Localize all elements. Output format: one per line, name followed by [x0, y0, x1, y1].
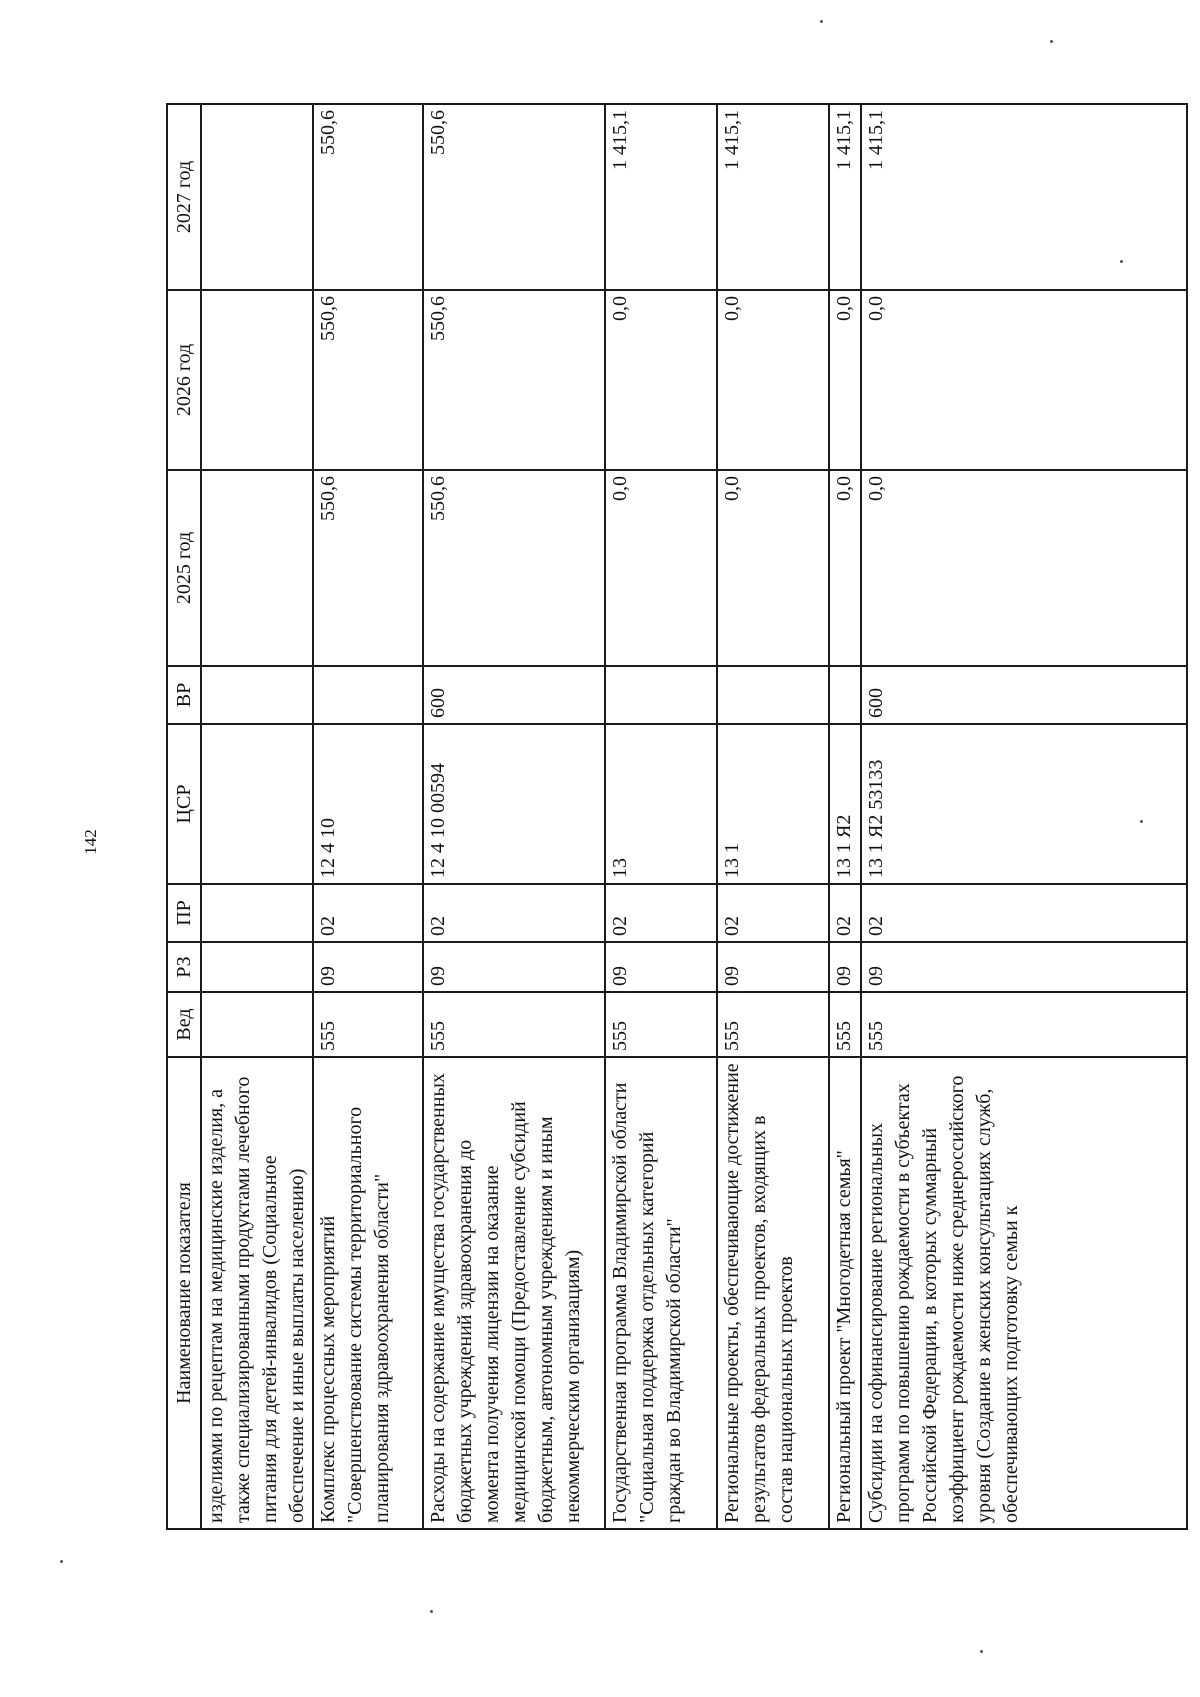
cell-name: изделиями по рецептам на медицинские изделия, а также специализированными продуктами лечебного питания для детей-инвалидов (Социальное обеспечение и иные выплаты населению): [201, 1057, 313, 1529]
cell-ved: 555: [605, 992, 717, 1057]
cell-ved: 555: [861, 992, 1187, 1057]
cell-2025: 0,0: [829, 470, 861, 666]
cell-vr: [829, 666, 861, 724]
header-name: Наименование показателя: [167, 1057, 201, 1529]
cell-ved: [201, 992, 313, 1057]
cell-2025: 0,0: [605, 470, 717, 666]
cell-csr: 13 1: [717, 724, 829, 884]
cell-2025: 550,6: [423, 470, 605, 666]
cell-2027: 550,6: [423, 104, 605, 290]
scan-speck: [1120, 260, 1123, 263]
cell-pr: [201, 884, 313, 942]
cell-2025: 0,0: [717, 470, 829, 666]
scan-speck: [1140, 820, 1143, 823]
cell-2026: 550,6: [313, 290, 423, 470]
cell-2025: 550,6: [313, 470, 423, 666]
cell-2027: 1 415,1: [829, 104, 861, 290]
cell-csr: 13: [605, 724, 717, 884]
cell-2027: 550,6: [313, 104, 423, 290]
cell-vr: [717, 666, 829, 724]
cell-2027: [201, 104, 313, 290]
cell-2026: [201, 290, 313, 470]
cell-csr: [201, 724, 313, 884]
cell-rz: 09: [605, 942, 717, 992]
budget-table-wrapper: [166, 105, 1188, 1530]
cell-name: Расходы на содержание имущества государственных бюджетных учреждений здравоохранения до момента получения лицензии на оказание медицинской помощи (Предоставление субсидий бюджетным, автономным учреждениям и иным некоммерческим организациям): [423, 1057, 605, 1529]
header-rz: РЗ: [167, 942, 201, 992]
cell-name: Субсидии на софинансирование региональных программ по повышению рождаемости в субъектах Российской Федерации, в которых суммарный коэффициент рождаемости ниже среднероссийского уровня (Создание в женских консультациях служб, обеспечивающих подготовку семьи к: [861, 1057, 1187, 1529]
cell-name: Региональный проект "Многодетная семья": [829, 1057, 861, 1529]
cell-2026: 0,0: [861, 290, 1187, 470]
cell-2027: 1 415,1: [717, 104, 829, 290]
table-row: [201, 104, 313, 1529]
cell-ved: 555: [423, 992, 605, 1057]
header-2025: 2025 год: [167, 470, 201, 666]
cell-2026: 550,6: [423, 290, 605, 470]
cell-csr: 12 4 10 00594: [423, 724, 605, 884]
header-pr: ПР: [167, 884, 201, 942]
cell-rz: 09: [423, 942, 605, 992]
header-2027: 2027 год: [167, 104, 201, 290]
header-vr: ВР: [167, 666, 201, 724]
cell-csr: 13 1 Я2: [829, 724, 861, 884]
cell-csr: 12 4 10: [313, 724, 423, 884]
cell-pr: 02: [829, 884, 861, 942]
budget-table: [166, 103, 1188, 1530]
cell-vr: [605, 666, 717, 724]
table-row: [423, 104, 605, 1529]
table-row: [313, 104, 423, 1529]
cell-2026: 0,0: [605, 290, 717, 470]
scan-speck: [430, 1610, 433, 1613]
cell-rz: 09: [861, 942, 1187, 992]
cell-pr: 02: [313, 884, 423, 942]
cell-ved: 555: [829, 992, 861, 1057]
cell-2026: 0,0: [717, 290, 829, 470]
cell-vr: [201, 666, 313, 724]
table-row: [861, 104, 1187, 1529]
table-row: [717, 104, 829, 1529]
scan-speck: [980, 1650, 983, 1653]
cell-2025: 0,0: [861, 470, 1187, 666]
cell-2027: 1 415,1: [605, 104, 717, 290]
cell-vr: 600: [861, 666, 1187, 724]
cell-vr: [313, 666, 423, 724]
cell-rz: 09: [717, 942, 829, 992]
header-csr: ЦСР: [167, 724, 201, 884]
cell-pr: 02: [861, 884, 1187, 942]
cell-csr: 13 1 Я2 53133: [861, 724, 1187, 884]
cell-vr: 600: [423, 666, 605, 724]
cell-rz: 09: [829, 942, 861, 992]
scan-speck: [1050, 40, 1053, 43]
cell-name: Комплекс процессных мероприятий "Совершенствование системы территориального планирования здравоохранения области": [313, 1057, 423, 1529]
table-row: [829, 104, 861, 1529]
cell-rz: 09: [313, 942, 423, 992]
cell-rz: [201, 942, 313, 992]
cell-2026: 0,0: [829, 290, 861, 470]
cell-ved: 555: [313, 992, 423, 1057]
cell-name: Региональные проекты, обеспечивающие достижение результатов федеральных проектов, входящих в состав национальных проектов: [717, 1057, 829, 1529]
cell-name: Государственная программа Владимирской области "Социальная поддержка отдельных категорий граждан во Владимирской области": [605, 1057, 717, 1529]
header-2026: 2026 год: [167, 290, 201, 470]
scan-speck: [60, 1560, 63, 1563]
cell-pr: 02: [605, 884, 717, 942]
page-number: 142: [80, 829, 100, 855]
cell-pr: 02: [717, 884, 829, 942]
table-row: [605, 104, 717, 1529]
cell-ved: 555: [717, 992, 829, 1057]
scan-speck: [820, 20, 823, 23]
cell-2025: [201, 470, 313, 666]
cell-pr: 02: [423, 884, 605, 942]
cell-2027: 1 415,1: [861, 104, 1187, 290]
header-ved: Вед: [167, 992, 201, 1057]
table-header-row: [167, 104, 201, 1529]
